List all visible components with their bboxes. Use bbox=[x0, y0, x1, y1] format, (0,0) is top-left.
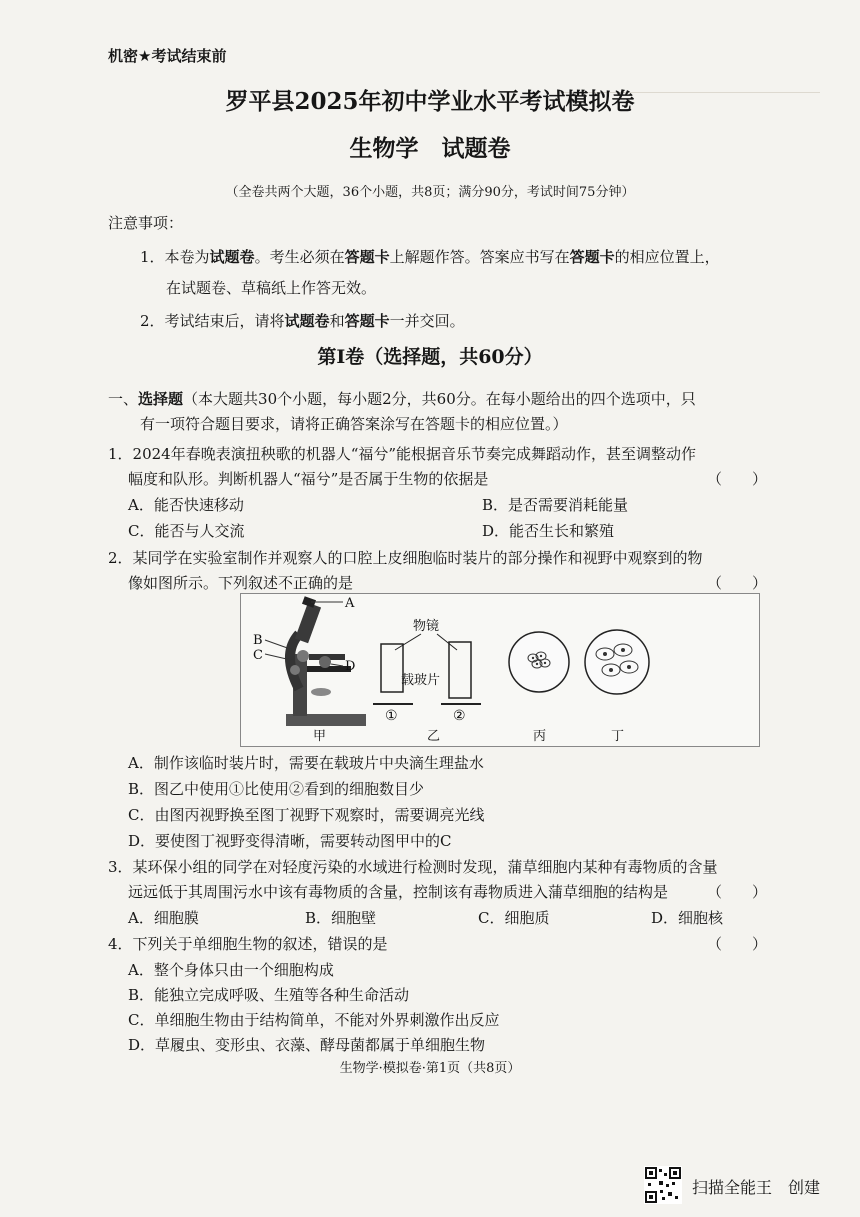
notice-item-1 bbox=[140, 246, 720, 267]
exam-title: 罗平县2025年初中学业水平考试模拟卷 bbox=[225, 88, 635, 115]
figure-bing-label: 丙 bbox=[533, 729, 547, 744]
notice-bold: 答题卡 bbox=[344, 312, 390, 330]
figure-yi-label: 乙 bbox=[427, 729, 441, 744]
question-2-stem-line2: 像如图所示。下列叙述不正确的是 bbox=[128, 574, 354, 592]
section-label: 选择题 bbox=[138, 390, 184, 408]
question-3-option-d: D．细胞核 bbox=[651, 909, 724, 927]
answer-bracket: （ ） bbox=[707, 935, 768, 953]
exam-subject-title: 生物学 试题卷 bbox=[349, 135, 511, 162]
page-footer: 生物学·模拟卷·第1页（共8页） bbox=[339, 1061, 521, 1076]
section-instructions: （本大题共30个小题，每小题2分，共60分。在每小题给出的四个选项中，只 bbox=[183, 390, 696, 408]
notice-item-2 bbox=[140, 310, 465, 331]
answer-bracket: （ ） bbox=[707, 574, 768, 592]
question-2-option-a: A．制作该临时装片时，需要在载玻片中央滴生理盐水 bbox=[128, 754, 484, 772]
notice-text: 2．考试结束后，请将 bbox=[140, 312, 285, 330]
lens-2-marker: ② bbox=[453, 708, 466, 724]
question-1-option-b: B．是否需要消耗能量 bbox=[482, 496, 629, 514]
answer-bracket: （ ） bbox=[707, 883, 768, 901]
figure-drawing bbox=[241, 594, 759, 746]
question-1-option-c: C．能否与人交流 bbox=[128, 522, 245, 540]
notice-text: 一并交回。 bbox=[389, 312, 465, 330]
question-3-option-b: B．细胞壁 bbox=[305, 909, 377, 927]
question-1-option-a: A．能否快速移动 bbox=[128, 496, 244, 514]
objective-lens-1 bbox=[381, 644, 403, 692]
question-2-option-d: D．要使图丁视野变得清晰，需要转动图甲中的C bbox=[128, 832, 452, 850]
notice-bold: 答题卡 bbox=[569, 248, 615, 266]
notice-text: 。考生必须在 bbox=[254, 248, 345, 266]
qr-code-icon bbox=[644, 1166, 682, 1204]
figure-jia-label: 甲 bbox=[313, 729, 327, 744]
figure-label-c: C bbox=[253, 648, 263, 663]
notice-text: 1．本卷为 bbox=[140, 248, 210, 266]
question-4-option-b: B．能独立完成呼吸、生殖等各种生命活动 bbox=[128, 986, 410, 1004]
question-2-option-c: C．由图丙视野换至图丁视野下观察时，需要调亮光线 bbox=[128, 806, 485, 824]
exam-info: （全卷共两个大题，36个小题，共8页；满分90分，考试时间75分钟） bbox=[225, 185, 635, 200]
question-4-option-c: C．单细胞生物由于结构简单，不能对外界刺激作出反应 bbox=[128, 1011, 500, 1029]
confidential-label: 机密★考试结束前 bbox=[108, 47, 227, 65]
question-1-stem-line2: 幅度和队形。判断机器人“福兮”是否属于生物的依据是 bbox=[128, 470, 489, 488]
section-heading bbox=[108, 388, 696, 409]
lens-1-marker: ① bbox=[385, 708, 398, 724]
question-1-option-d: D．能否生长和繁殖 bbox=[482, 522, 615, 540]
notice-bold: 试题卷 bbox=[209, 248, 255, 266]
microscope-figure bbox=[240, 593, 760, 747]
answer-bracket: （ ） bbox=[707, 470, 768, 488]
notice-text: 上解题作答。答案应书写在 bbox=[389, 248, 570, 266]
section-prefix: 一、 bbox=[108, 390, 139, 408]
question-3-stem: 3．某环保小组的同学在对轻度污染的水域进行检测时发现，蒲草细胞内某种有毒物质的含量 bbox=[108, 858, 718, 876]
figure-label-b: B bbox=[253, 633, 263, 648]
objective-label: 物镜 bbox=[413, 619, 440, 634]
question-4-option-d: D．草履虫、变形虫、衣藻、酵母菌都属于单细胞生物 bbox=[128, 1036, 486, 1054]
question-4-option-a: A．整个身体只由一个细胞构成 bbox=[128, 961, 334, 979]
scanner-watermark: 扫描全能王 创建 bbox=[692, 1178, 821, 1197]
section-instructions-line2: 有一项符合题目要求，请将正确答案涂写在答题卡的相应位置。） bbox=[140, 415, 568, 433]
objective-lens-2 bbox=[449, 642, 471, 698]
view-circle-bing bbox=[509, 632, 569, 692]
notice-item-1-line2: 在试题卷、草稿纸上作答无效。 bbox=[166, 279, 377, 297]
volume-title: 第Ⅰ卷（选择题，共60分） bbox=[317, 346, 543, 368]
question-3-option-a: A．细胞膜 bbox=[128, 909, 199, 927]
question-2-option-b: B．图乙中使用①比使用②看到的细胞数目少 bbox=[128, 780, 425, 798]
question-2-stem: 2．某同学在实验室制作并观察人的口腔上皮细胞临时装片的部分操作和视野中观察到的物 bbox=[108, 549, 703, 567]
notice-text: 和 bbox=[329, 312, 345, 330]
figure-label-d: D bbox=[345, 659, 356, 674]
notice-text: 的相应位置上， bbox=[614, 248, 720, 266]
figure-ding-label: 丁 bbox=[611, 729, 625, 744]
question-3-stem-line2: 远远低于其周围污水中该有毒物质的含量，控制该有毒物质进入蒲草细胞的结构是 bbox=[128, 883, 669, 901]
notice-heading: 注意事项： bbox=[108, 214, 184, 232]
question-4-stem: 4．下列关于单细胞生物的叙述，错误的是 bbox=[108, 935, 388, 953]
question-1-stem: 1．2024年春晚表演扭秧歌的机器人“福兮”能根据音乐节奏完成舞蹈动作，甚至调整动作 bbox=[108, 445, 697, 463]
view-circle-ding bbox=[585, 630, 649, 694]
figure-label-a: A bbox=[345, 596, 355, 611]
notice-bold: 试题卷 bbox=[284, 312, 330, 330]
notice-bold: 答题卡 bbox=[344, 248, 390, 266]
question-3-option-c: C．细胞质 bbox=[478, 909, 550, 927]
slide-label: 载玻片 bbox=[401, 673, 441, 688]
